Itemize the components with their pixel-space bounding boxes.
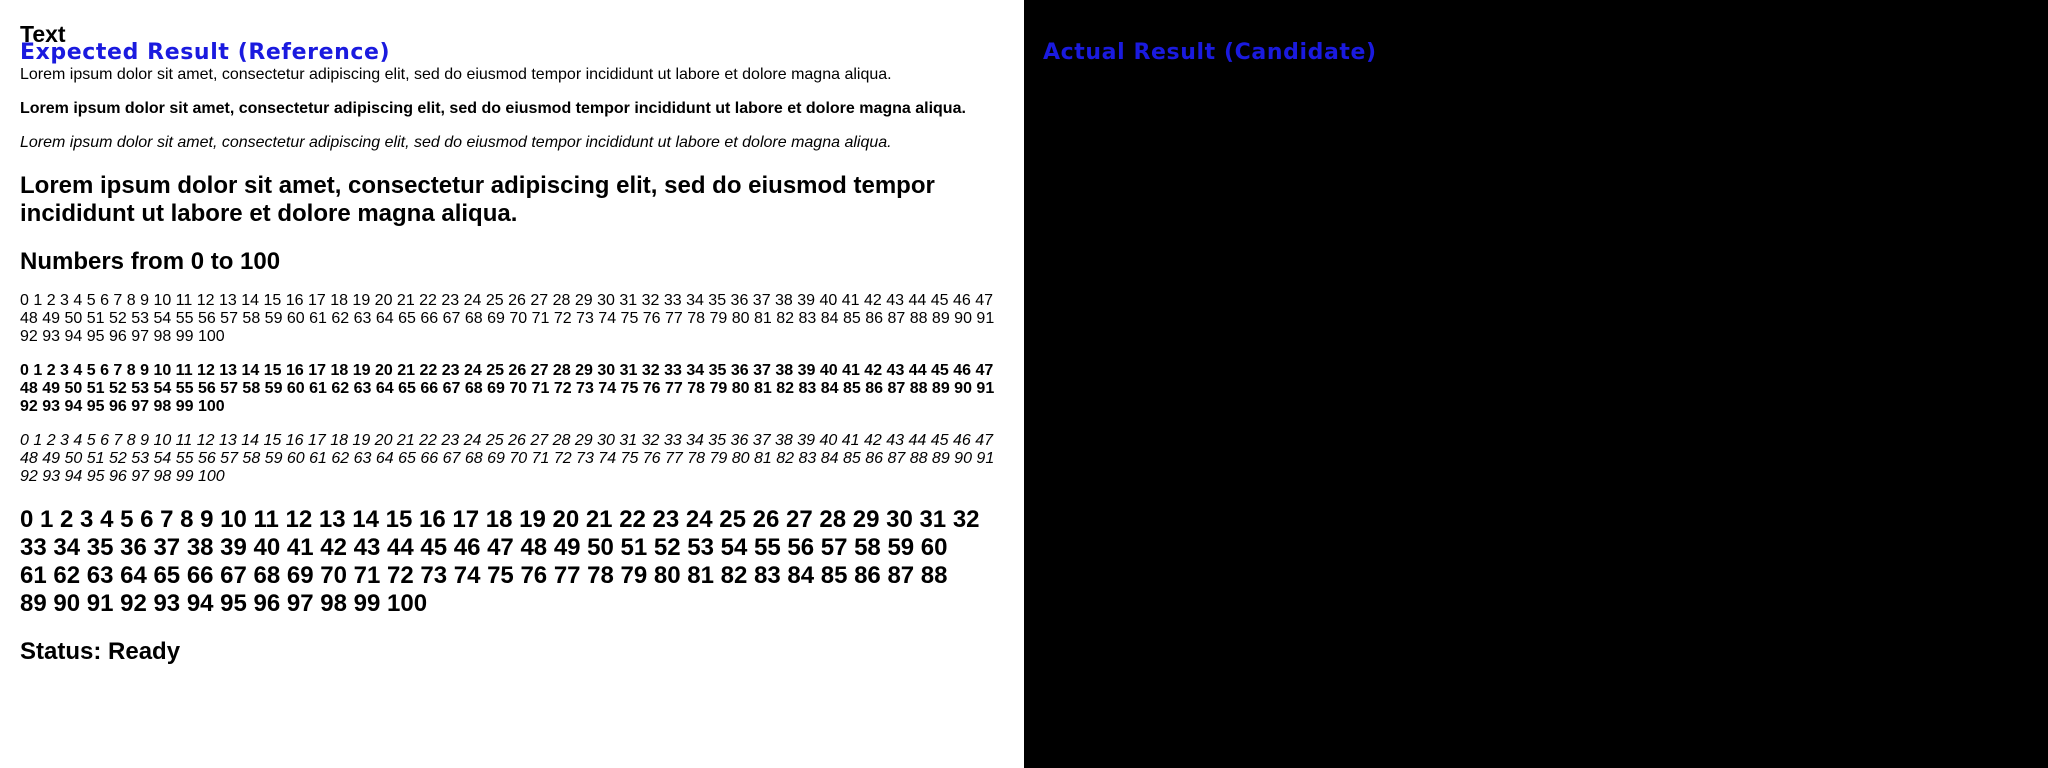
lorem-paragraph-italic: Lorem ipsum dolor sit amet, consectetur adipiscing elit, sed do eiusmod tempor incididunt ut labore et dolore magna aliqua. <box>20 134 892 151</box>
lorem-paragraph-bold: Lorem ipsum dolor sit amet, consectetur adipiscing elit, sed do eiusmod tempor incididunt ut labore et dolore magna aliqua. <box>20 100 966 117</box>
numbers-section-title: Numbers from 0 to 100 <box>20 248 281 275</box>
candidate-panel <box>1024 0 2048 768</box>
lorem-paragraph-normal: Lorem ipsum dolor sit amet, consectetur adipiscing elit, sed do eiusmod tempor incididunt ut labore et dolore magna aliqua. <box>20 66 892 83</box>
numbers-paragraph-normal: 0 1 2 3 4 5 6 7 8 9 10 11 12 13 14 15 16 17 18 19 20 21 22 23 24 25 26 27 28 29 30 31 32 33 34 35 36 37 38 39 40 41 42 43 44 45 46 47 48 49 50 51 52 53 54 55 56 57 58 59 60 61 62 63 64 65 66 67 68 69 70 71 72 73 74 75 76 77 78 79 80 81 82 83 84 85 86 87 88 89 90 91 92 93 94 95 96 97 98 99 100 <box>20 292 995 345</box>
numbers-paragraph-italic: 0 1 2 3 4 5 6 7 8 9 10 11 12 13 14 15 16 17 18 19 20 21 22 23 24 25 26 27 28 29 30 31 32 33 34 35 36 37 38 39 40 41 42 43 44 45 46 47 48 49 50 51 52 53 54 55 56 57 58 59 60 61 62 63 64 65 66 67 68 69 70 71 72 73 74 75 76 77 78 79 80 81 82 83 84 85 86 87 88 89 90 91 92 93 94 95 96 97 98 99 100 <box>20 432 995 485</box>
candidate-panel-label: Actual Result (Candidate) <box>1043 40 1377 65</box>
numbers-paragraph-bold: 0 1 2 3 4 5 6 7 8 9 10 11 12 13 14 15 16 17 18 19 20 21 22 23 24 25 26 27 28 29 30 31 32 33 34 35 36 37 38 39 40 41 42 43 44 45 46 47 48 49 50 51 52 53 54 55 56 57 58 59 60 61 62 63 64 65 66 67 68 69 70 71 72 73 74 75 76 77 78 79 80 81 82 83 84 85 86 87 88 89 90 91 92 93 94 95 96 97 98 99 100 <box>20 362 995 415</box>
lorem-paragraph-large: Lorem ipsum dolor sit amet, consectetur adipiscing elit, sed do eiusmod tempor incididunt ut labore et dolore magna aliqua. <box>20 172 935 227</box>
page-heading: Text <box>20 21 66 47</box>
reference-panel-label: Expected Result (Reference) <box>20 40 391 65</box>
reference-content <box>20 66 1000 666</box>
numbers-paragraph-large: 0 1 2 3 4 5 6 7 8 9 10 11 12 13 14 15 16 17 18 19 20 21 22 23 24 25 26 27 28 29 30 31 32 33 34 35 36 37 38 39 40 41 42 43 44 45 46 47 48 49 50 51 52 53 54 55 56 57 58 59 60 61 62 63 64 65 66 67 68 69 70 71 72 73 74 75 76 77 78 79 80 81 82 83 84 85 86 87 88 89 90 91 92 93 94 95 96 97 98 99 100 <box>20 506 980 617</box>
status-text: Status: Ready <box>20 638 181 665</box>
